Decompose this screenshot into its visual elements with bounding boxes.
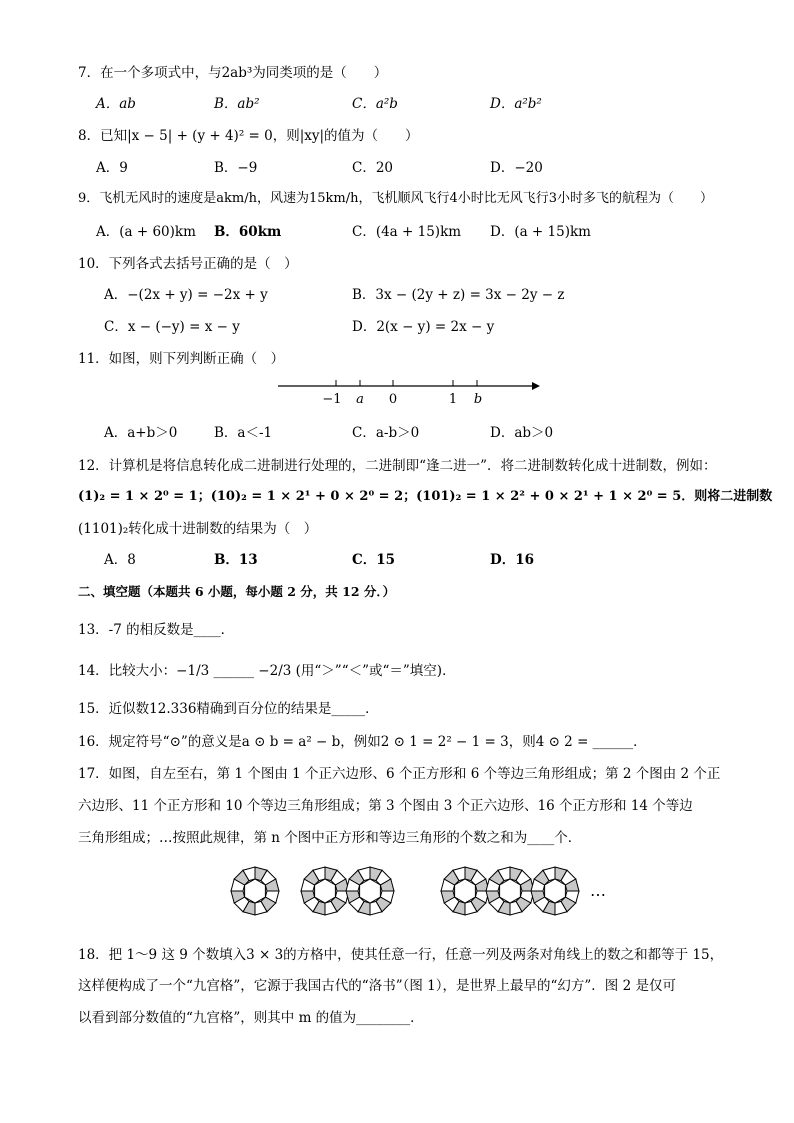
- q9-option-b: B．60km: [214, 224, 282, 240]
- tick-label-1: 1: [448, 392, 458, 407]
- hexagon-tile: [315, 879, 336, 903]
- question-12-line3: (1101)₂转化成十进制数的结果为（ ）: [78, 521, 318, 537]
- hexagon-tile: [545, 879, 566, 903]
- number-line-figure: [270, 372, 545, 412]
- question-12-line1: 12．计算机是将信息转化成二进制进行处理的，二进制即“逢二进一”．将二进制数转化成十进制数，例如：: [78, 458, 717, 474]
- q11-option-b: B．a＜-1: [214, 425, 273, 441]
- tick-label-0: 0: [388, 392, 398, 407]
- question-17-line1: 17．如图，自左至右，第 1 个图由 1 个正六边形、6 个正方形和 6 个等边三角形组成；第 2 个图由 2 个正: [78, 766, 721, 782]
- q7-option-b: B．ab²: [214, 96, 260, 112]
- tick-label-neg1: −1: [322, 392, 342, 407]
- q10-option-d: D．2(x − y) = 2x − y: [352, 319, 495, 335]
- hexagon-tile: [455, 879, 476, 903]
- q7-option-d: D．a²b²: [490, 96, 542, 112]
- question-13: 13．-7 的相反数是____．: [78, 622, 235, 638]
- hexagon-tile: [245, 879, 266, 903]
- question-10-stem: 10．下列各式去括号正确的是（ ）: [78, 256, 298, 272]
- question-18-line1: 18．把 1～9 这 9 个数填入3 × 3的方格中，使其任意一行，任意一列及两条对角线上的数之和都等于 15，: [78, 947, 724, 963]
- q9-option-c: C．(4a + 15)km: [352, 224, 462, 240]
- question-7-stem: 7．在一个多项式中，与2ab³为同类项的是（ ）: [78, 65, 388, 81]
- question-8-stem: 8．已知|x − 5| + (y + 4)² = 0，则|xy|的值为（ ）: [78, 128, 419, 144]
- q8-option-c: C．20: [352, 160, 394, 176]
- tick-label-b: b: [473, 392, 483, 407]
- q8-option-d: D．−20: [490, 160, 543, 176]
- q10-option-a: A．−(2x + y) = −2x + y: [104, 287, 268, 303]
- q11-option-a: A．a+b＞0: [104, 425, 178, 441]
- q12-option-d: D．16: [490, 552, 534, 568]
- q12-option-a: A．8: [104, 552, 136, 568]
- q7-option-c: C．a²b: [352, 96, 398, 112]
- q10-option-b: B．3x − (2y + z) = 3x − 2y − z: [352, 287, 565, 303]
- hexagon-tile: [360, 879, 381, 903]
- question-12-line2: (1)₂ = 1 × 2⁰ = 1；(10)₂ = 1 × 2¹ + 0 × 2⁰ = 2；(101)₂ = 1 × 2² + 0 × 2¹ + 1 × 2⁰ = 5．则将二进制数: [78, 489, 773, 504]
- section-heading-fill-in: 二、填空题（本题共 6 小题，每小题 2 分，共 12 分．）: [78, 584, 396, 599]
- question-9-stem: 9．飞机无风时的速度是akm/h，风速为15km/h，飞机顺风飞行4小时比无风飞行3小时多飞的航程为（ ）: [78, 191, 714, 206]
- q8-option-a: A．9: [96, 160, 128, 176]
- q12-option-c: C．15: [352, 552, 396, 568]
- question-15: 15．近似数12.336精确到百分位的结果是_____．: [78, 701, 379, 717]
- q9-option-a: A．(a + 60)km: [96, 224, 196, 240]
- pattern-shapes: [231, 867, 579, 915]
- q11-option-d: D．ab＞0: [490, 425, 554, 441]
- hexagon-pattern-figure: [225, 860, 625, 922]
- hexagon-tile: [500, 879, 521, 903]
- q12-option-b: B．13: [214, 552, 258, 568]
- question-16: 16．规定符号“⊙”的意义是a ⊙ b = a² − b，例如2 ⊙ 1 = 2² − 1 = 3，则4 ⊙ 2 = ______．: [78, 734, 647, 750]
- question-17-line3: 三角形组成；…按照此规律，第 n 个图中正方形和等边三角形的个数之和为____个．: [78, 830, 582, 846]
- q9-option-d: D．(a + 15)km: [490, 224, 591, 240]
- pattern-ellipsis: …: [590, 881, 606, 900]
- q11-option-c: C．a-b＞0: [352, 425, 420, 441]
- q10-option-c: C．x − (−y) = x − y: [104, 319, 240, 335]
- q7-option-a: A．ab: [96, 96, 136, 112]
- question-18-line2: 这样便构成了一个“九宫格”，它源于我国古代的“洛书”（图 1），是世界上最早的“幻方”．图 2 是仅可: [78, 978, 676, 994]
- q8-option-b: B．−9: [214, 160, 258, 176]
- question-11-stem: 11．如图，则下列判断正确（ ）: [78, 351, 285, 367]
- question-14: 14．比较大小：−1/3 ______ −2/3 (用“＞”“＜”或“＝”填空)．: [78, 663, 456, 679]
- tick-label-a: a: [356, 392, 364, 407]
- question-17-line2: 六边形、11 个正方形和 10 个等边三角形组成；第 3 个图由 3 个正六边形、16 个正方形和 14 个等边: [78, 798, 693, 814]
- question-18-line3: 以看到部分数值的“九宫格”，则其中 m 的值为________．: [78, 1010, 424, 1026]
